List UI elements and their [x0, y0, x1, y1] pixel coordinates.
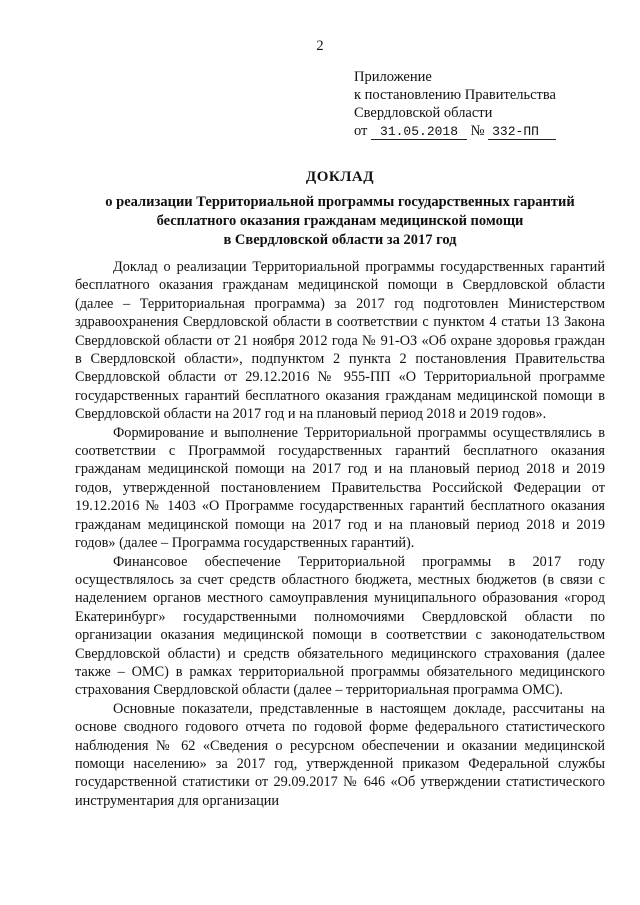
title-line-1: о реализации Территориальной программы государственных гарантий: [105, 194, 575, 210]
document-title: [60, 168, 620, 250]
title-heading: ДОКЛАД: [305, 169, 375, 185]
paragraph-3: Финансовое обеспечение Территориальной программы в 2017 году осуществлялось за счет средств областного бюджета, местных бюджетов (в связи с наделением органов местного самоуправления муниципального образования «город Екатеринбург» государственными полномочиями Свердловской области по организации оказания медицинской помощи в соответствии с законодательством Свердловской области) и средств обязательного медицинского страхования (далее также – ОМС) в рамках территориальной программы обязательного медицинского страхования Свердловской области (далее – территориальная программа ОМС).: [75, 553, 605, 699]
appendix-line-2: к постановлению Правительства: [354, 87, 556, 103]
page-number: 2: [316, 38, 324, 54]
resolution-date: 31.05.2018: [371, 124, 467, 140]
paragraph-1: Доклад о реализации Территориальной программы государственных гарантий бесплатного оказания гражданам медицинской помощи в Свердловской области (далее – Территориальная программа) за 2017 год подготовлен Министерством здравоохранения Свердловской области в соответствии с пунктом 4 статьи 13 Закона Свердловской области от 21 ноября 2012 года № 91-ОЗ «Об охране здоровья граждан в Свердловской области», подпунктом 2 пункта 2 постановления Правительства Свердловской области от 29.12.2016 № 955-ПП «О Территориальной программе государственных гарантий бесплатного оказания гражданам медицинской помощи в Свердловской области на 2017 год и на плановый период 2018 и 2019 годов».: [75, 259, 605, 423]
appendix-block: [354, 68, 614, 140]
appendix-line-1: Приложение: [354, 69, 432, 85]
title-line-2: бесплатного оказания гражданам медицинской помощи: [156, 213, 524, 229]
appendix-line-3: Свердловской области: [354, 105, 493, 121]
resolution-number: 332-ПП: [488, 124, 556, 140]
appendix-date-line: [354, 122, 614, 140]
document-body: [75, 258, 605, 810]
number-label: №: [470, 123, 485, 139]
paragraph-4: Основные показатели, представленные в настоящем докладе, рассчитаны на основе сводного годового отчета по годовой форме федерального статистического наблюдения № 62 «Сведения о ресурсном обеспечении и оказании медицинской помощи населению» за 2017 год, утвержденной приказом Федеральной службы государственной статистики от 29.09.2017 № 646 «Об утверждении статистического инструментария для организации: [75, 700, 605, 809]
from-label: от: [354, 123, 368, 139]
paragraph-2: Формирование и выполнение Территориальной программы осуществлялись в соответствии с Программой государственных гарантий бесплатного оказания гражданам медицинской помощи на 2017 год и на плановый период 2018 и 2019 годов, утвержденной постановлением Правительства Российской Федерации от 19.12.2016 № 1403 «О Программе государственных гарантий бесплатного оказания гражданам медицинской помощи на 2017 год и на плановый период 2018 и 2019 годов» (далее – Программа государственных гарантий).: [75, 424, 605, 552]
title-line-3: в Свердловской области за 2017 год: [223, 232, 457, 248]
